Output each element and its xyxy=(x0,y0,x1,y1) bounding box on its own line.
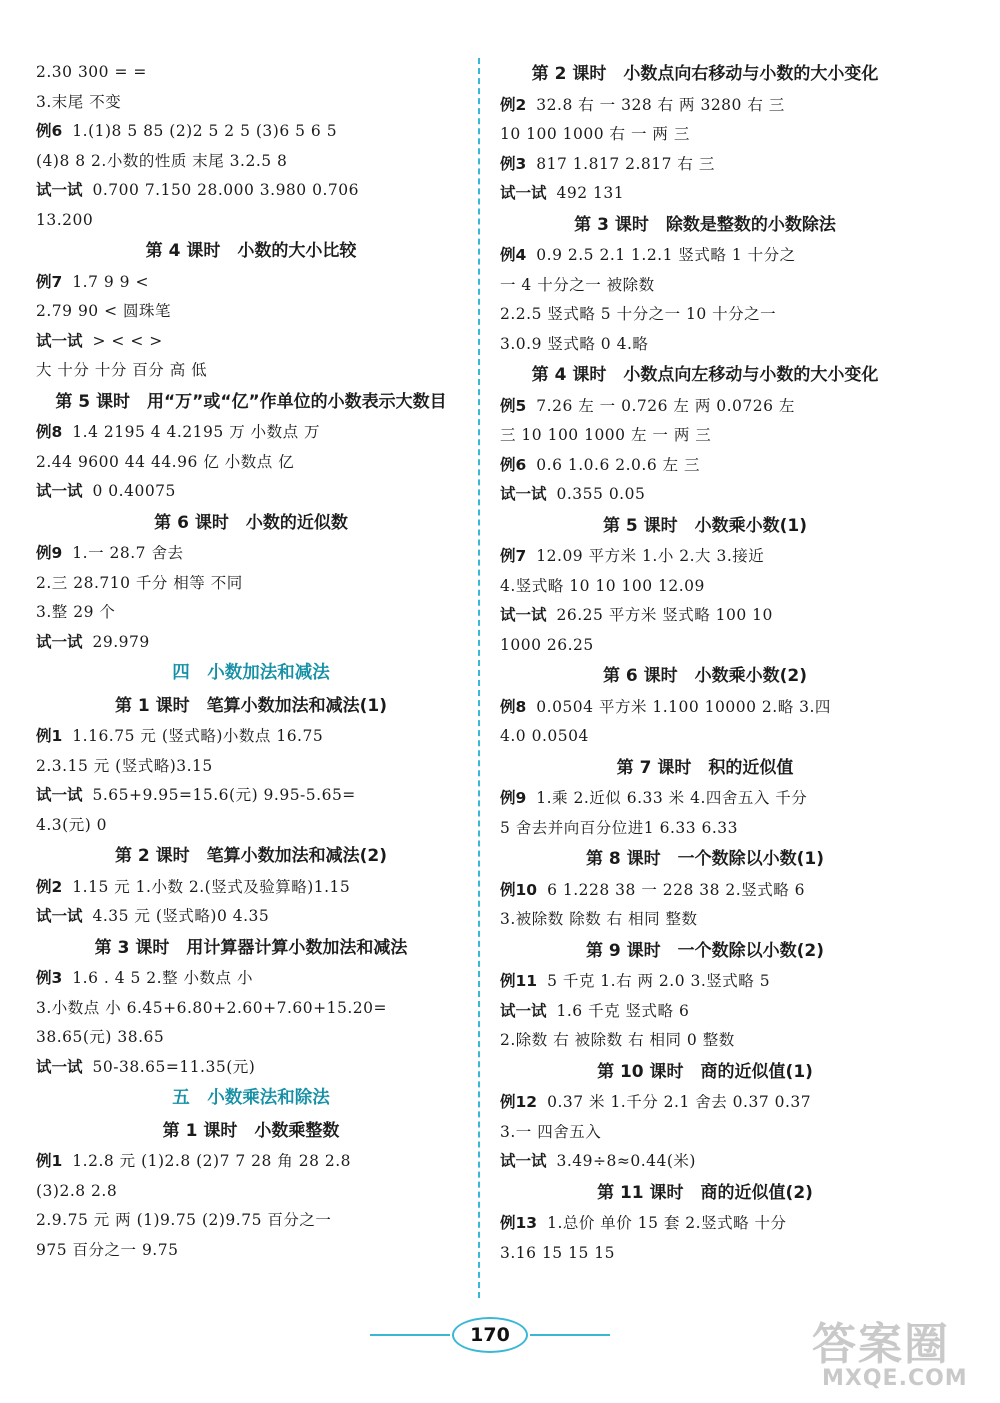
lesson-title: 第 2 课时 小数点向右移动与小数的大小变化 xyxy=(531,64,879,84)
lesson-title: 第 4 课时 小数点向左移动与小数的大小变化 xyxy=(531,365,879,385)
answer-line xyxy=(36,873,466,903)
watermark-logo xyxy=(812,1308,972,1398)
lesson-title: 第 4 课时 小数的大小比较 xyxy=(145,241,357,261)
item-label: 例6 xyxy=(36,122,63,140)
item-label: 例9 xyxy=(500,789,527,807)
answer-text: 1.7 9 9 < xyxy=(72,272,149,291)
page-number: 170 xyxy=(452,1317,528,1353)
lesson-title: 第 10 课时 商的近似值(1) xyxy=(597,1061,813,1082)
item-label: 例5 xyxy=(500,396,527,415)
answer-line xyxy=(500,150,910,180)
answer-text: 三 10 100 1000 左 一 两 三 xyxy=(500,426,712,444)
answer-line xyxy=(36,752,466,782)
answer-text: 29.979 xyxy=(92,632,150,651)
answer-line xyxy=(36,1177,466,1207)
answer-text: 2.2.5 竖式略 5 十分之一 10 十分之一 xyxy=(500,305,777,323)
answer-line xyxy=(500,905,910,935)
answer-text: 0 0.40075 xyxy=(92,482,176,500)
item-label: 例12 xyxy=(500,1093,538,1111)
answer-line xyxy=(36,1206,466,1236)
answer-line xyxy=(500,1118,910,1148)
item-label: 例9 xyxy=(36,544,63,562)
item-label: 例4 xyxy=(500,246,527,264)
answer-text: 4.3(元) 0 xyxy=(36,815,108,834)
answer-text: 7.26 左 一 0.726 左 两 0.0726 左 xyxy=(536,396,795,415)
lesson-title: 第 6 课时 小数乘小数(2) xyxy=(602,666,808,686)
lesson-title: 第 1 课时 小数乘整数 xyxy=(162,1120,340,1141)
answer-text: 38.65(元) 38.65 xyxy=(36,1028,165,1046)
item-label: 例13 xyxy=(500,1214,538,1232)
column-divider xyxy=(478,58,480,1298)
answer-text: 2.3.15 元 (竖式略)3.15 xyxy=(36,756,213,775)
answer-line xyxy=(500,392,910,422)
answer-text: 3.49÷8≈0.44(米) xyxy=(556,1152,696,1170)
answer-line xyxy=(36,477,466,507)
item-label: 例1 xyxy=(36,727,63,745)
answer-line xyxy=(36,147,466,177)
item-label: 例7 xyxy=(500,547,527,565)
answer-line xyxy=(500,722,910,752)
lesson-title: 第 2 课时 笔算小数加法和减法(2) xyxy=(114,846,388,866)
answer-line xyxy=(36,539,466,569)
answer-text: 3.末尾 不变 xyxy=(36,92,122,111)
answer-line xyxy=(500,1088,910,1118)
answer-line xyxy=(500,631,910,661)
answer-text: 10 100 1000 右 一 两 三 xyxy=(500,125,690,143)
answer-text: 50-38.65=11.35(元) xyxy=(92,1057,256,1076)
answer-text: 26.25 平方米 竖式略 100 10 xyxy=(556,606,773,624)
answer-line xyxy=(500,784,910,814)
answer-line xyxy=(500,300,910,330)
item-label: 试一试 xyxy=(36,907,83,925)
answer-text: 2.9.75 元 两 (1)9.75 (2)9.75 百分之一 xyxy=(36,1211,332,1229)
answer-line xyxy=(36,327,466,357)
item-label: 例7 xyxy=(36,272,63,291)
answer-line xyxy=(500,120,910,150)
answer-line xyxy=(36,356,466,386)
answer-text: 817 1.817 2.817 右 三 xyxy=(536,154,715,173)
answer-line xyxy=(36,448,466,478)
lesson-title: 第 11 课时 商的近似值(2) xyxy=(597,1182,813,1203)
watermark-top: 答案圈 xyxy=(812,1319,950,1370)
answer-line xyxy=(500,241,910,271)
item-label: 例10 xyxy=(500,880,538,899)
answer-text: 3.小数点 小 6.45+6.80+2.60+7.60+15.20= xyxy=(36,998,387,1017)
answer-line xyxy=(500,480,910,510)
lesson-title: 第 5 课时 用“万”或“亿”作单位的小数表示大数目 xyxy=(55,391,447,412)
answer-line xyxy=(36,598,466,628)
item-label: 试一试 xyxy=(500,1152,547,1170)
answer-text: (3)2.8 2.8 xyxy=(36,1181,118,1200)
answer-line xyxy=(36,1023,466,1053)
item-label: 例11 xyxy=(500,972,538,990)
answer-text: 1000 26.25 xyxy=(500,635,594,654)
lesson-title: 第 5 课时 小数乘小数(1) xyxy=(602,515,808,536)
lesson-title: 第 3 课时 用计算器计算小数加法和减法 xyxy=(94,937,408,958)
item-label: 试一试 xyxy=(500,485,547,503)
lesson-title: 第 3 课时 除数是整数的小数除法 xyxy=(574,214,836,235)
answer-line xyxy=(500,451,910,481)
answer-text: 3.被除数 除数 右 相同 整数 xyxy=(500,910,698,928)
item-label: 例8 xyxy=(36,423,63,441)
answer-text: 1.4 2195 4 4.2195 万 小数点 万 xyxy=(72,423,321,441)
answer-text: 1.6 千克 竖式略 6 xyxy=(556,1001,690,1020)
answer-text: 5 舍去并向百分位进1 6.33 6.33 xyxy=(500,818,739,837)
answer-text: 2.44 9600 44 44.96 亿 小数点 亿 xyxy=(36,452,295,471)
answer-line xyxy=(36,964,466,994)
item-label: 试一试 xyxy=(36,786,83,804)
answer-text: 6 1.228 38 一 228 38 2.竖式略 6 xyxy=(547,880,805,899)
answer-text: 1.6 . 4 5 2.整 小数点 小 xyxy=(72,969,253,987)
answer-text: 4.竖式略 10 10 100 12.09 xyxy=(500,576,705,595)
right-column xyxy=(500,58,910,1268)
answer-text: 4.35 元 (竖式略)0 4.35 xyxy=(92,907,270,925)
answer-line xyxy=(36,1236,466,1266)
answer-line xyxy=(500,179,910,209)
item-label: 试一试 xyxy=(36,181,83,199)
answer-text: 3.16 15 15 15 xyxy=(500,1243,615,1262)
answer-text: (4)8 8 2.小数的性质 末尾 3.2.5 8 xyxy=(36,151,288,170)
answer-text: 32.8 右 一 328 右 两 3280 右 三 xyxy=(536,95,785,114)
answer-line xyxy=(36,994,466,1024)
item-label: 例3 xyxy=(500,154,527,173)
answer-line xyxy=(500,1239,910,1269)
answer-line xyxy=(36,117,466,147)
answer-text: 0.37 米 1.千分 2.1 舍去 0.37 0.37 xyxy=(547,1093,812,1111)
answer-line xyxy=(36,628,466,658)
answer-line xyxy=(36,297,466,327)
answer-text: 大 十分 十分 百分 高 低 xyxy=(36,361,208,379)
answer-line xyxy=(500,421,910,451)
answer-text: 4.0 0.0504 xyxy=(500,727,589,745)
footer-rule-left xyxy=(370,1334,450,1336)
lesson-title: 第 9 课时 一个数除以小数(2) xyxy=(585,940,825,961)
answer-line xyxy=(36,58,466,88)
answer-text: 0.9 2.5 2.1 1.2.1 竖式略 1 十分之 xyxy=(536,246,796,264)
answer-text: 1.2.8 元 (1)2.8 (2)7 7 28 角 28 2.8 xyxy=(72,1152,352,1170)
answer-line xyxy=(500,967,910,997)
answer-line xyxy=(500,330,910,360)
item-label: 例1 xyxy=(36,1152,63,1170)
item-label: 例2 xyxy=(500,95,527,114)
answer-text: 12.09 平方米 1.小 2.大 3.接近 xyxy=(536,547,765,565)
answer-text: 一 4 十分之一 被除数 xyxy=(500,275,655,294)
answer-text: 3.0.9 竖式略 0 4.略 xyxy=(500,334,649,353)
answer-line xyxy=(500,572,910,602)
answer-text: 2.三 28.710 千分 相等 不同 xyxy=(36,573,243,592)
chapter-title: 五 小数乘法和除法 xyxy=(172,1088,330,1108)
answer-text: 0.355 0.05 xyxy=(556,485,646,503)
answer-line xyxy=(36,902,466,932)
answer-text: 3.一 四舍五入 xyxy=(500,1122,602,1141)
answer-text: 1.乘 2.近似 6.33 米 4.四舍五入 千分 xyxy=(536,789,808,807)
answer-line xyxy=(500,876,910,906)
answer-text: 1.15 元 1.小数 2.(竖式及验算略)1.15 xyxy=(72,877,351,896)
answer-line xyxy=(500,601,910,631)
answer-line xyxy=(500,997,910,1027)
answer-line xyxy=(36,206,466,236)
answer-text: 2.79 90 < 圆珠笔 xyxy=(36,302,172,320)
answer-text: 1.(1)8 5 85 (2)2 5 2 5 (3)6 5 6 5 xyxy=(72,122,338,140)
chapter-title: 四 小数加法和减法 xyxy=(172,663,330,683)
answer-line xyxy=(36,268,466,298)
answer-line xyxy=(500,91,910,121)
answer-text: 2.除数 右 被除数 右 相同 0 整数 xyxy=(500,1031,735,1049)
page-footer xyxy=(370,1315,610,1355)
item-label: 例2 xyxy=(36,877,63,896)
answer-text: 0.700 7.150 28.000 3.980 0.706 xyxy=(92,181,359,199)
answer-line xyxy=(500,1147,910,1177)
answer-line xyxy=(36,88,466,118)
lesson-title: 第 7 课时 积的近似值 xyxy=(616,757,794,778)
footer-rule-right xyxy=(530,1334,610,1336)
answer-text: 2.30 300 = = xyxy=(36,63,147,81)
answer-text: 1.16.75 元 (竖式略)小数点 16.75 xyxy=(72,727,324,745)
answer-text: 3.整 29 个 xyxy=(36,603,116,621)
answer-text: 1.一 28.7 舍去 xyxy=(72,544,184,562)
answer-text: 5.65+9.95=15.6(元) 9.95-5.65= xyxy=(92,786,356,804)
answer-line xyxy=(36,569,466,599)
lesson-title: 第 6 课时 小数的近似数 xyxy=(154,512,348,533)
answer-line xyxy=(500,542,910,572)
answer-text: 1.总价 单价 15 套 2.竖式略 十分 xyxy=(547,1214,787,1232)
item-label: 试一试 xyxy=(36,482,83,500)
answer-text: 492 131 xyxy=(556,184,625,202)
item-label: 试一试 xyxy=(500,1001,547,1020)
answer-text: 5 千克 1.右 两 2.0 3.竖式略 5 xyxy=(547,972,771,990)
answer-line xyxy=(36,811,466,841)
item-label: 试一试 xyxy=(36,331,83,350)
answer-line xyxy=(36,781,466,811)
item-label: 试一试 xyxy=(500,606,547,624)
answer-line xyxy=(36,722,466,752)
lesson-title: 第 1 课时 笔算小数加法和减法(1) xyxy=(114,695,388,716)
answer-text: 0.0504 平方米 1.100 10000 2.略 3.四 xyxy=(536,697,831,716)
answer-line xyxy=(36,176,466,206)
answer-text: 13.200 xyxy=(36,210,94,229)
item-label: 试一试 xyxy=(500,184,547,202)
item-label: 试一试 xyxy=(36,632,83,651)
answer-line xyxy=(500,814,910,844)
answer-line xyxy=(500,1209,910,1239)
item-label: 试一试 xyxy=(36,1057,83,1076)
answer-line xyxy=(36,418,466,448)
answer-line xyxy=(500,1026,910,1056)
answer-text: 0.6 1.0.6 2.0.6 左 三 xyxy=(536,455,701,474)
item-label: 例6 xyxy=(500,455,527,474)
answer-line xyxy=(500,271,910,301)
item-label: 例3 xyxy=(36,969,63,987)
watermark-bottom: MXQE.COM xyxy=(822,1366,968,1391)
left-column xyxy=(36,58,466,1265)
answer-line xyxy=(36,1053,466,1083)
answer-text: 975 百分之一 9.75 xyxy=(36,1240,179,1259)
answer-line xyxy=(500,693,910,723)
lesson-title: 第 8 课时 一个数除以小数(1) xyxy=(585,849,825,869)
item-label: 例8 xyxy=(500,697,527,716)
answer-line xyxy=(36,1147,466,1177)
answer-text: > < < > xyxy=(92,331,163,350)
